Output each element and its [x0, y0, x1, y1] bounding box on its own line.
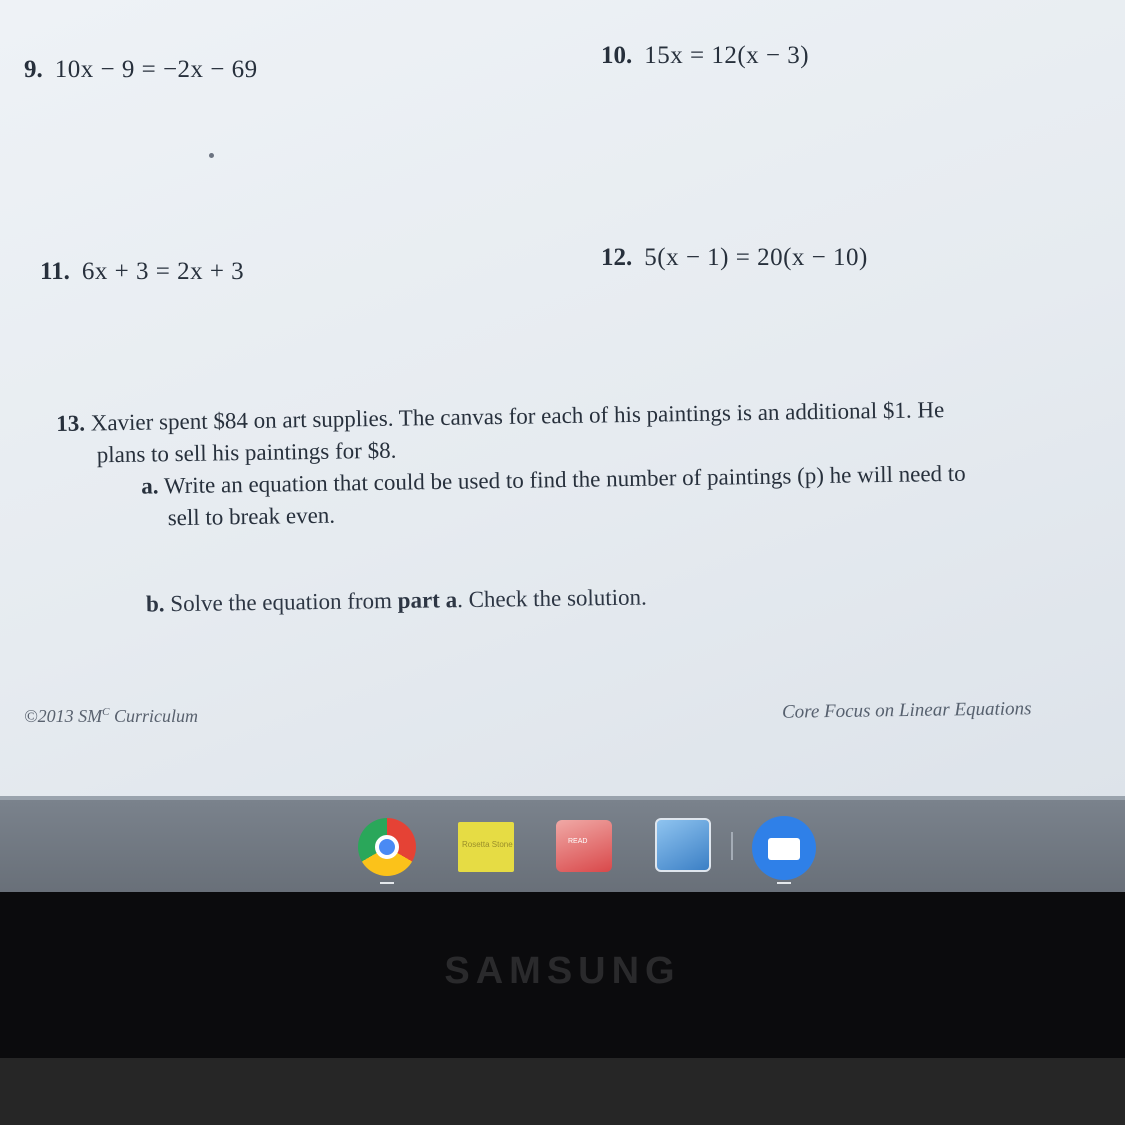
running-indicator [777, 882, 791, 884]
problem-equation: 15x = 12(x − 3) [644, 42, 810, 69]
problem-number: 9. [24, 56, 43, 83]
part-a-label: a. [141, 473, 159, 499]
rosetta-stone-icon[interactable] [458, 822, 514, 872]
chrome-icon[interactable] [358, 818, 416, 876]
problem-12 [601, 244, 868, 272]
problem-13 [56, 392, 1108, 536]
read-app-icon[interactable] [556, 820, 612, 872]
part-b-text-end: . Check the solution. [456, 584, 648, 613]
part-b [146, 585, 647, 618]
chrome-icon-center [375, 835, 399, 859]
problem-equation: 5(x − 1) = 20(x − 10) [644, 244, 868, 271]
problem-9 [24, 56, 258, 84]
problem-13-text: Xavier spent $84 on art supplies. The canvas for each of his paintings is an additional $1. He [90, 397, 945, 436]
pencil-mark [209, 153, 214, 158]
problem-equation: 6x + 3 = 2x + 3 [81, 258, 245, 285]
part-b-reference: part a [397, 587, 458, 613]
problem-number: 13. [56, 410, 86, 436]
series-title: Core Focus on Linear Equations [781, 698, 1032, 723]
problem-equation: 10x − 9 = −2x − 69 [54, 56, 258, 83]
rosetta-stone-label: Rosetta Stone [462, 840, 513, 849]
running-indicator [380, 882, 394, 884]
part-a-text: Write an equation that could be used to find the number of paintings (p) he will need to [163, 460, 966, 499]
folder-glyph [768, 838, 800, 860]
app-icon[interactable] [655, 818, 711, 872]
problem-number: 11. [40, 258, 70, 285]
part-b-label: b. [145, 591, 165, 617]
part-a-line-2: sell to break even. [167, 502, 336, 531]
copyright-publisher: Curriculum [109, 706, 199, 726]
brand-logo: SAMSUNG [444, 950, 681, 992]
copyright [24, 706, 198, 727]
problem-13-line-2: plans to sell his paintings for $8. [96, 437, 397, 468]
problem-10 [601, 42, 809, 70]
part-b-text: Solve the equation from [170, 588, 393, 617]
problem-11 [40, 258, 244, 286]
desk-surface [0, 1058, 1125, 1125]
shelf-divider [731, 832, 733, 860]
folder-icon[interactable] [752, 816, 816, 880]
read-app-label: READ [568, 838, 588, 845]
problem-number: 10. [601, 42, 633, 69]
problem-number: 12. [601, 244, 633, 271]
copyright-sup: C [102, 706, 110, 718]
copyright-text: ©2013 SM [24, 706, 103, 726]
